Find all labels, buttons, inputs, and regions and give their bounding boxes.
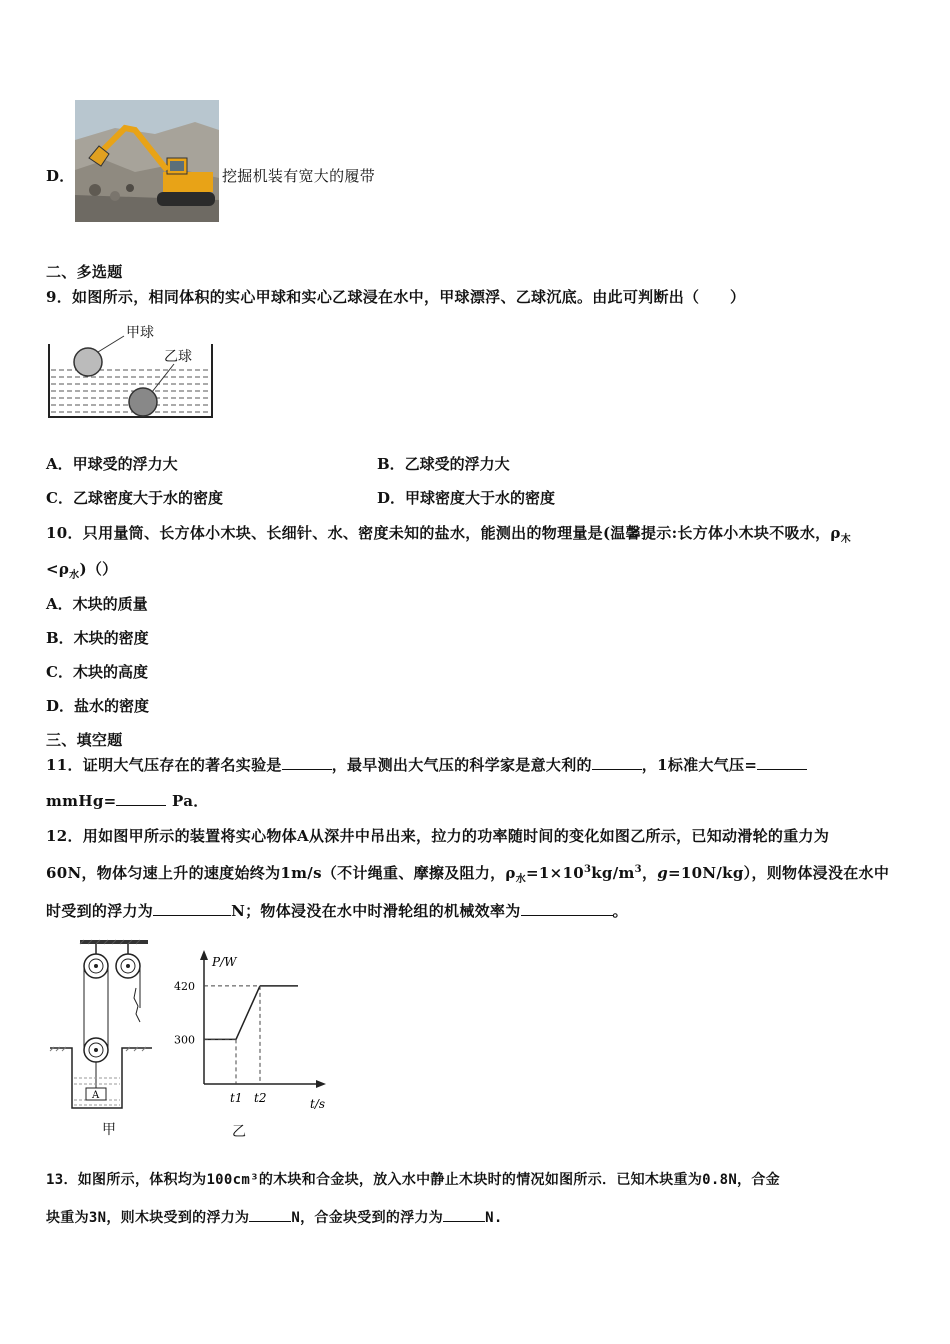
- option-d-text: 挖掘机装有宽大的履带: [222, 167, 376, 185]
- figure-yi-label: 乙: [232, 1124, 246, 1140]
- q11-text-e: Pa．: [172, 792, 209, 810]
- q11-text-d: mmHg=: [46, 792, 117, 810]
- q12-blank-2[interactable]: [521, 901, 613, 916]
- chart-y-tick-420: 420: [174, 979, 195, 993]
- q12-text-g: N；物体浸没在水中时滑轮组的机械效率为: [231, 902, 521, 920]
- q12-rho-sub: 水: [515, 874, 527, 885]
- q12-text-h: 。: [612, 902, 628, 920]
- label-jia-ball: 甲球: [126, 325, 154, 341]
- q12-text-d: ，: [641, 864, 658, 882]
- q9-option-d[interactable]: D．甲球密度大于水的密度: [377, 489, 556, 507]
- rho-subscript-water: 水: [69, 570, 80, 581]
- q12-exp-2: 3: [634, 864, 642, 875]
- q13-blank-1[interactable]: [249, 1207, 291, 1222]
- q10-option-b[interactable]: B．木块的密度: [46, 629, 149, 647]
- q11-blank-4[interactable]: [116, 791, 166, 806]
- question-12-line1: 12．用如图甲所示的装置将实心物体A从深井中吊出来，拉力的功率随时间的变化如图乙所示，已知动滑轮的重力为: [46, 827, 830, 845]
- block-a-label: A: [92, 1090, 100, 1101]
- q11-blank-2[interactable]: [592, 755, 642, 770]
- q12-text-c: kg/m: [591, 864, 635, 882]
- section-title-multiple-choice: 二、多选题: [46, 263, 123, 281]
- question-11-line1: [46, 754, 807, 775]
- q12-text-e: =10N/kg），则物体浸没在水中: [668, 864, 890, 882]
- question-12-line2: [46, 862, 889, 885]
- question-13-line2: [46, 1207, 503, 1227]
- label-yi-ball: 乙球: [164, 349, 192, 365]
- rho-subscript-wood: 木: [840, 534, 852, 545]
- q13-text-c: N.: [485, 1210, 503, 1226]
- q11-blank-3[interactable]: [757, 755, 807, 770]
- q9-figure: [46, 322, 216, 424]
- q9-option-a[interactable]: A．甲球受的浮力大: [46, 455, 178, 473]
- chart-series-segment-1: [236, 986, 260, 1040]
- question-9-stem: 9．如图所示，相同体积的实心甲球和实心乙球浸在水中，甲球漂浮、乙球沉底。由此可判断出（ ）: [46, 288, 746, 306]
- q13-text-b: N，合金块受到的浮力为: [291, 1210, 444, 1226]
- q12-text-b: =1×10: [526, 864, 584, 882]
- chart-y-arrow: [200, 950, 208, 960]
- chart-x-label: t/s: [310, 1097, 326, 1111]
- q12-text-f: 时受到的浮力为: [46, 902, 154, 920]
- figure-jia-label: 甲: [102, 1122, 116, 1138]
- q11-text-b: ，最早测出大气压的科学家是意大利的: [331, 756, 592, 774]
- question-13-line1: 13．如图所示，体积均为100cm³的木块和合金块，放入水中静止木块时的情况如图所示．已知木块重为0.8N，合金: [46, 1172, 780, 1188]
- question-10-stem-line2: [46, 558, 117, 581]
- chart-x-arrow: [316, 1080, 326, 1088]
- q13-text-a: 块重为3N，则木块受到的浮力为: [46, 1210, 250, 1226]
- power-time-chart: [168, 948, 338, 1118]
- q12-exp-1: 3: [583, 864, 592, 875]
- question-10-stem-line1: [46, 522, 851, 545]
- pulley-figure: [48, 938, 154, 1113]
- q10-option-d[interactable]: D．盐水的密度: [46, 697, 150, 715]
- ball-jia: [74, 348, 102, 376]
- q11-blank-1[interactable]: [282, 755, 332, 770]
- q9-option-b[interactable]: B．乙球受的浮力大: [377, 455, 510, 473]
- chart-y-label: P/W: [212, 955, 237, 969]
- q10-option-c[interactable]: C．木块的高度: [46, 663, 148, 681]
- chart-x-tick-t2: t2: [254, 1091, 267, 1105]
- q10-paren: )（）: [79, 560, 118, 578]
- q12-blank-1[interactable]: [153, 901, 231, 916]
- q10-stem-text: 10．只用量筒、长方体小木块、长细针、水、密度未知的盐水，能测出的物理量是(温馨提示:长方体小木块不吸水，ρ: [46, 524, 841, 542]
- q10-option-a[interactable]: A．木块的质量: [46, 595, 148, 613]
- q12-g-symbol: g: [657, 864, 669, 882]
- q11-text-c: ，1标准大气压=: [641, 756, 758, 774]
- chart-y-tick-300: 300: [174, 1033, 195, 1047]
- q10-rho-text: <ρ: [46, 560, 70, 578]
- q11-text-a: 11．证明大气压存在的著名实验是: [46, 756, 282, 774]
- section-title-fill-in: 三、填空题: [46, 731, 123, 749]
- question-11-line2: [46, 790, 209, 811]
- excavator-image: [75, 100, 219, 222]
- ball-yi: [129, 388, 157, 416]
- q9-option-c[interactable]: C．乙球密度大于水的密度: [46, 489, 223, 507]
- question-12-line3: [46, 900, 628, 921]
- option-d-letter: D．: [46, 167, 75, 185]
- chart-x-tick-t1: t1: [230, 1091, 243, 1105]
- q13-blank-2[interactable]: [443, 1207, 485, 1222]
- q12-text-a: 60N，物体匀速上升的速度始终为1m/s（不计绳重、摩擦及阻力，ρ: [46, 864, 516, 882]
